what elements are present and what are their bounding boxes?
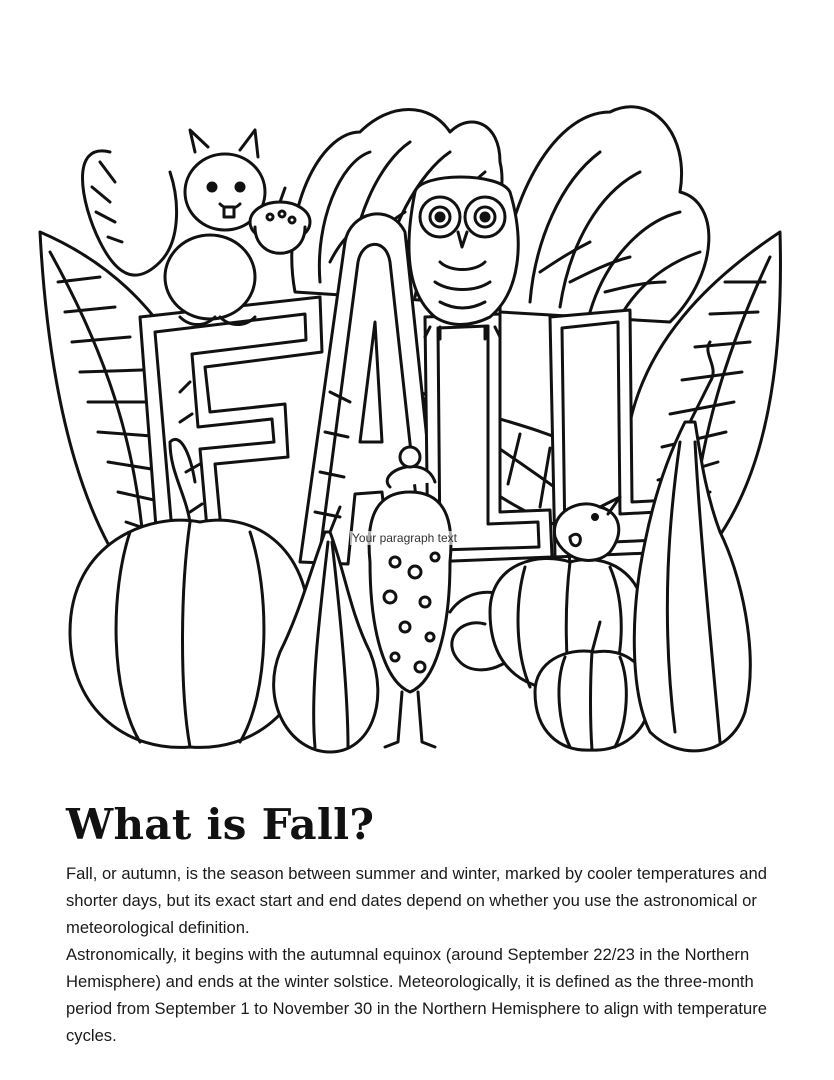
fan-leaf-right-icon: [500, 107, 709, 322]
owl-icon: [409, 177, 518, 339]
body-text: [66, 860, 786, 1049]
fall-coloring-illustration: [30, 92, 804, 764]
paragraph-definition: Fall, or autumn, is the season between summer and winter, marked by cooler temperatures and shorter days, but its exact start and end dates depend on whether you use the astronomical or meteorological definition.: [66, 864, 767, 937]
squirrel-icon: [83, 130, 266, 325]
page-title: What is Fall?: [66, 800, 375, 849]
placeholder-paragraph-text: Your paragraph text: [352, 531, 457, 545]
paragraph-astronomical-meteorological: Astronomically, it begins with the autumnal equinox (around September 22/23 in the Northern Hemisphere) and ends at the winter solstice. Meteorologically, it is defined as the three-month period from September 1 to November 30 in the Northern Hemisphere to align with temperature cycles.: [66, 945, 767, 1045]
